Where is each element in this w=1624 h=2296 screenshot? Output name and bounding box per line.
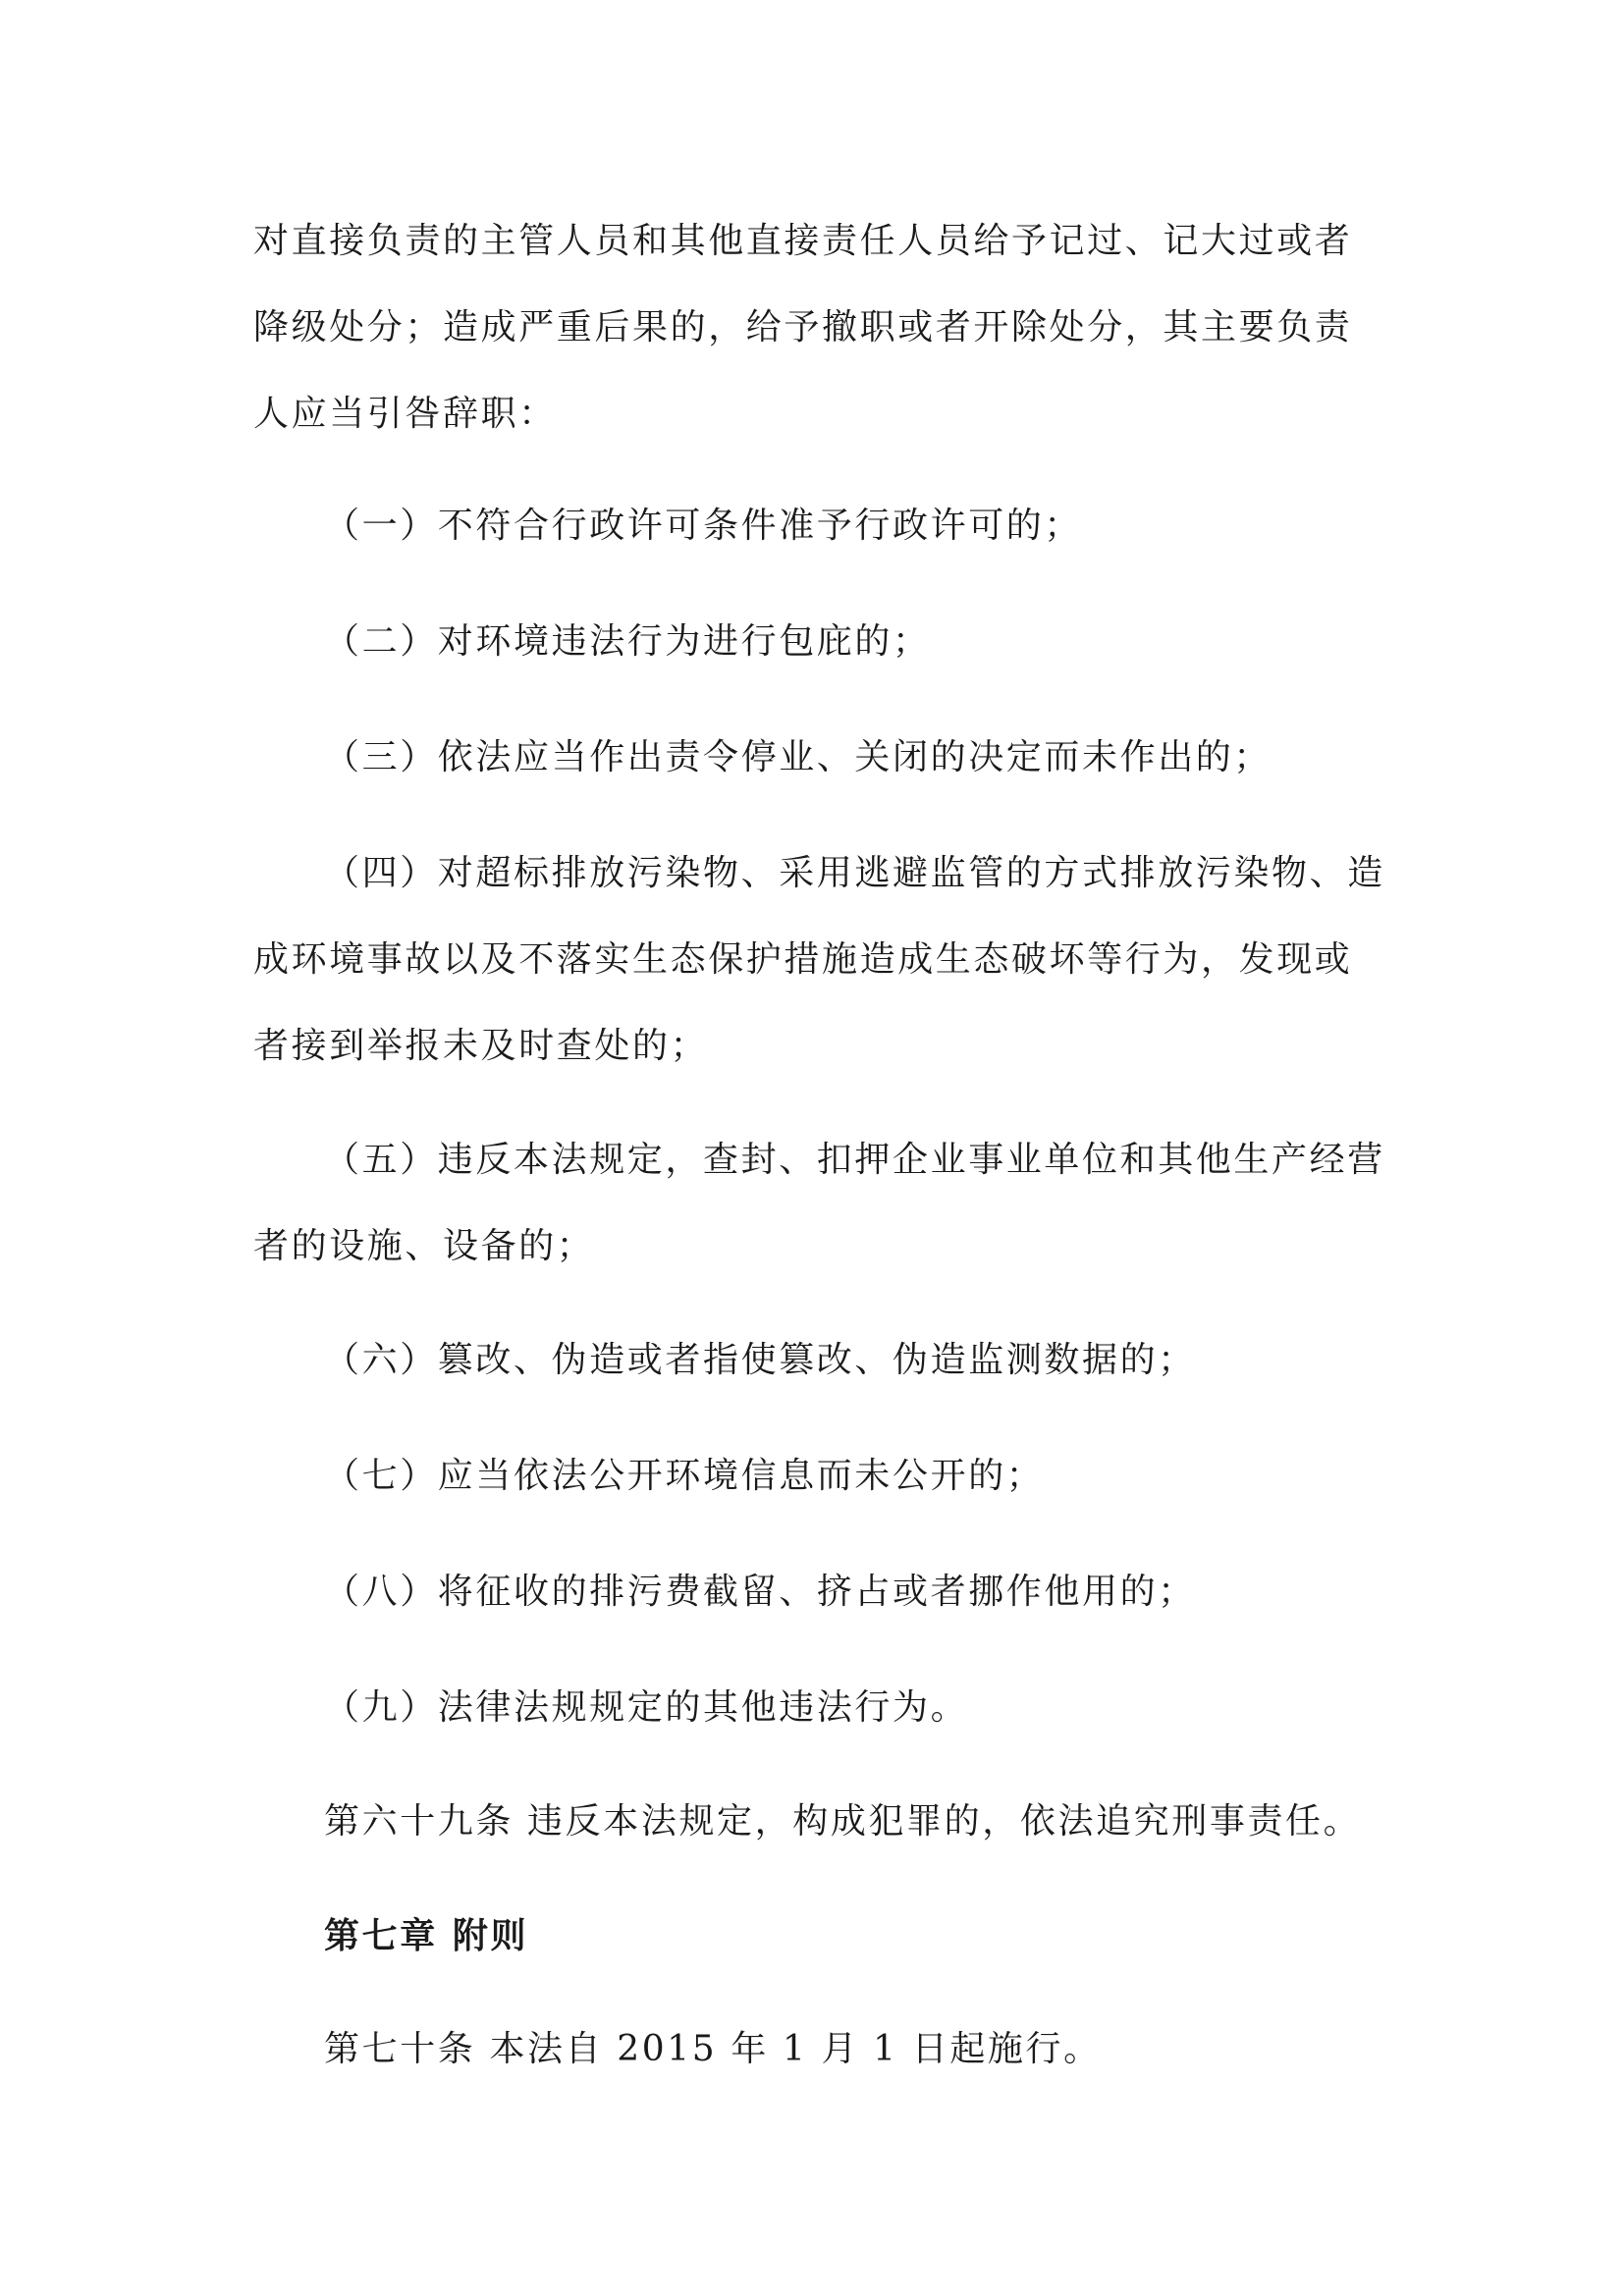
list-item-2: （二）对环境违法行为进行包庇的； [324,621,931,662]
list-item-3: （三）依法应当作出责令停业、关闭的决定而未作出的； [324,737,1272,777]
paragraph-line: 对直接负责的主管人员和其他直接责任人员给予记过、记大过或者 [253,221,1353,261]
paragraph-line: 降级处分；造成严重后果的，给予撤职或者开除处分，其主要负责 [253,307,1353,347]
list-item-4-continued: 成环境事故以及不落实生态保护措施造成生态破坏等行为，发现或 [253,939,1353,980]
list-item-7: （七）应当依法公开环境信息而未公开的； [324,1456,1045,1496]
list-item-4: （四）对超标排放污染物、采用逃避监管的方式排放污染物、造 [324,853,1385,893]
list-item-6: （六）篡改、伪造或者指使篡改、伪造监测数据的； [324,1340,1196,1380]
list-item-8: （八）将征收的排污费截留、挤占或者挪作他用的； [324,1572,1196,1612]
paragraph-line: 人应当引咎辞职： [253,394,557,434]
article-69: 第六十九条 违反本法规定，构成犯罪的，依法追究刑事责任。 [324,1801,1362,1842]
list-item-9: （九）法律法规规定的其他违法行为。 [324,1687,969,1728]
chapter-heading: 第七章 附则 [324,1915,529,1956]
list-item-4-continued: 者接到举报未及时查处的； [253,1026,709,1066]
list-item-1: （一）不符合行政许可条件准予行政许可的； [324,506,1083,546]
article-70: 第七十条 本法自 2015 年 1 月 1 日起施行。 [324,2029,1102,2069]
list-item-5: （五）违反本法规定，查封、扣押企业事业单位和其他生产经营 [324,1140,1385,1180]
list-item-5-continued: 者的设施、设备的； [253,1226,595,1266]
